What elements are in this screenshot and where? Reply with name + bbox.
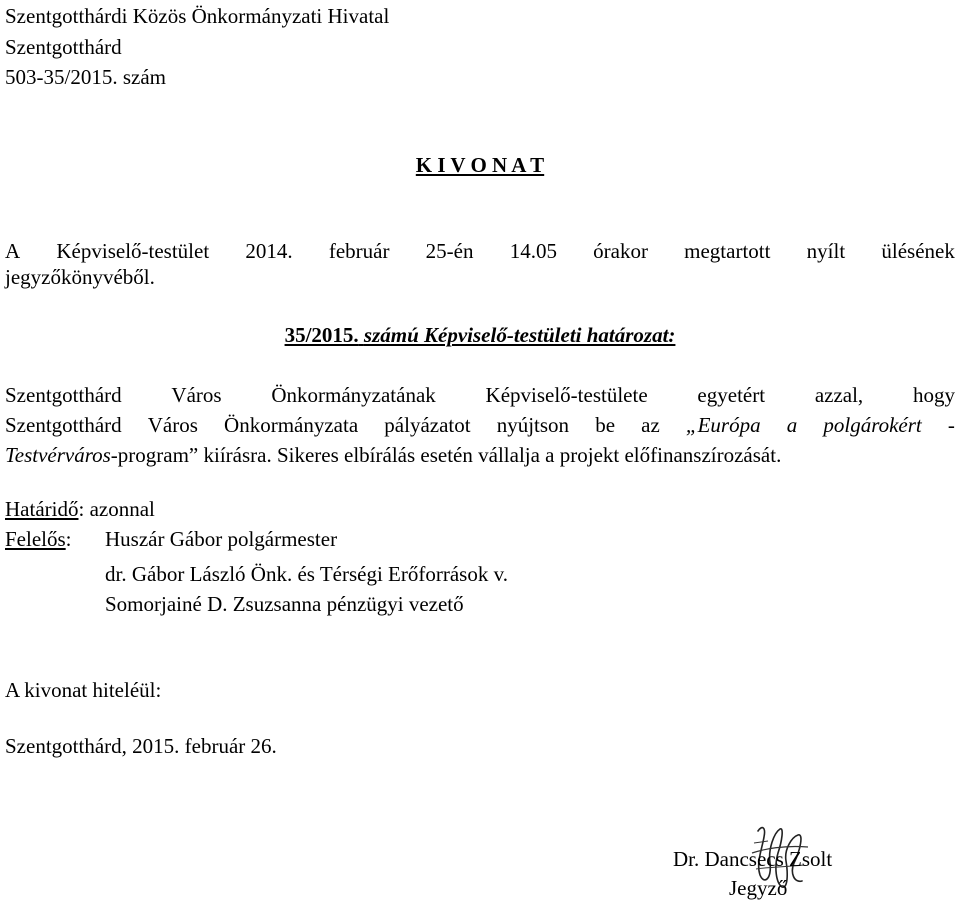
word: azzal, — [814, 383, 864, 407]
word: február — [328, 239, 390, 263]
word: - — [947, 413, 955, 437]
responsible-label: Felelős — [5, 527, 66, 551]
file-number: 503-35/2015. szám — [5, 65, 166, 89]
place-date: Szentgotthárd, 2015. február 26. — [5, 734, 277, 758]
document-title: K I V O N A T — [415, 153, 545, 177]
word: megtartott — [684, 239, 771, 263]
body-line-3-rest: -program” kiírásra. Sikeres elbírálás esetén vállalja a projekt előfinanszírozását. — [110, 443, 782, 467]
responsible-person-1: Huszár Gábor polgármester — [105, 527, 338, 551]
word: Város — [147, 413, 198, 437]
word: a — [786, 413, 798, 437]
body-line-1 — [5, 382, 955, 408]
body-line-2 — [5, 412, 955, 438]
word: be — [595, 413, 616, 437]
word: Szentgotthárd — [5, 413, 122, 437]
word: hogy — [912, 383, 955, 407]
office-name: Szentgotthárdi Közös Önkormányzati Hivatal — [5, 4, 390, 28]
word: az — [641, 413, 660, 437]
word: Önkormányzatának — [271, 383, 436, 407]
signer-role: Jegyző — [729, 876, 788, 900]
deadline-label: Határidő — [5, 497, 79, 521]
word: Képviselő-testület — [56, 239, 210, 263]
word: egyetért — [697, 383, 766, 407]
word: Önkormányzata — [224, 413, 359, 437]
word: Szentgotthárd — [5, 383, 122, 407]
word: Képviselő-testülete — [485, 383, 648, 407]
body-line-3 — [5, 442, 781, 468]
deadline — [5, 496, 155, 522]
word: Város — [171, 383, 222, 407]
word: 25-én — [425, 239, 474, 263]
decision-title — [0, 322, 960, 348]
responsible-person-2: dr. Gábor László Önk. és Térségi Erőforrások v. — [105, 562, 508, 586]
word: A — [5, 239, 21, 263]
intro-line-2: jegyzőkönyvéből. — [5, 265, 155, 289]
word: 14.05 — [509, 239, 557, 263]
certification-text: A kivonat hiteléül: — [5, 678, 162, 702]
word: pályázatot — [384, 413, 471, 437]
responsible-colon: : — [65, 527, 72, 551]
decision-number: 35/2015. — [284, 323, 359, 347]
word: nyújtson — [496, 413, 570, 437]
deadline-value: : azonnal — [78, 497, 155, 521]
signer-name: Dr. Dancsecs Zsolt — [673, 847, 833, 871]
word: polgárokért — [823, 413, 922, 437]
word: „Európa — [685, 413, 761, 437]
word: nyílt — [806, 239, 846, 263]
word: 2014. — [245, 239, 293, 263]
word: órakor — [593, 239, 648, 263]
decision-label: számú Képviselő-testületi határozat: — [363, 323, 676, 347]
program-name: Testvérváros — [5, 443, 111, 467]
city-name: Szentgotthárd — [5, 35, 122, 59]
word: ülésének — [881, 239, 955, 263]
intro-line-1 — [5, 238, 955, 264]
responsible-person-3: Somorjainé D. Zsuzsanna pénzügyi vezető — [105, 592, 464, 616]
responsible-label-row — [5, 526, 72, 552]
